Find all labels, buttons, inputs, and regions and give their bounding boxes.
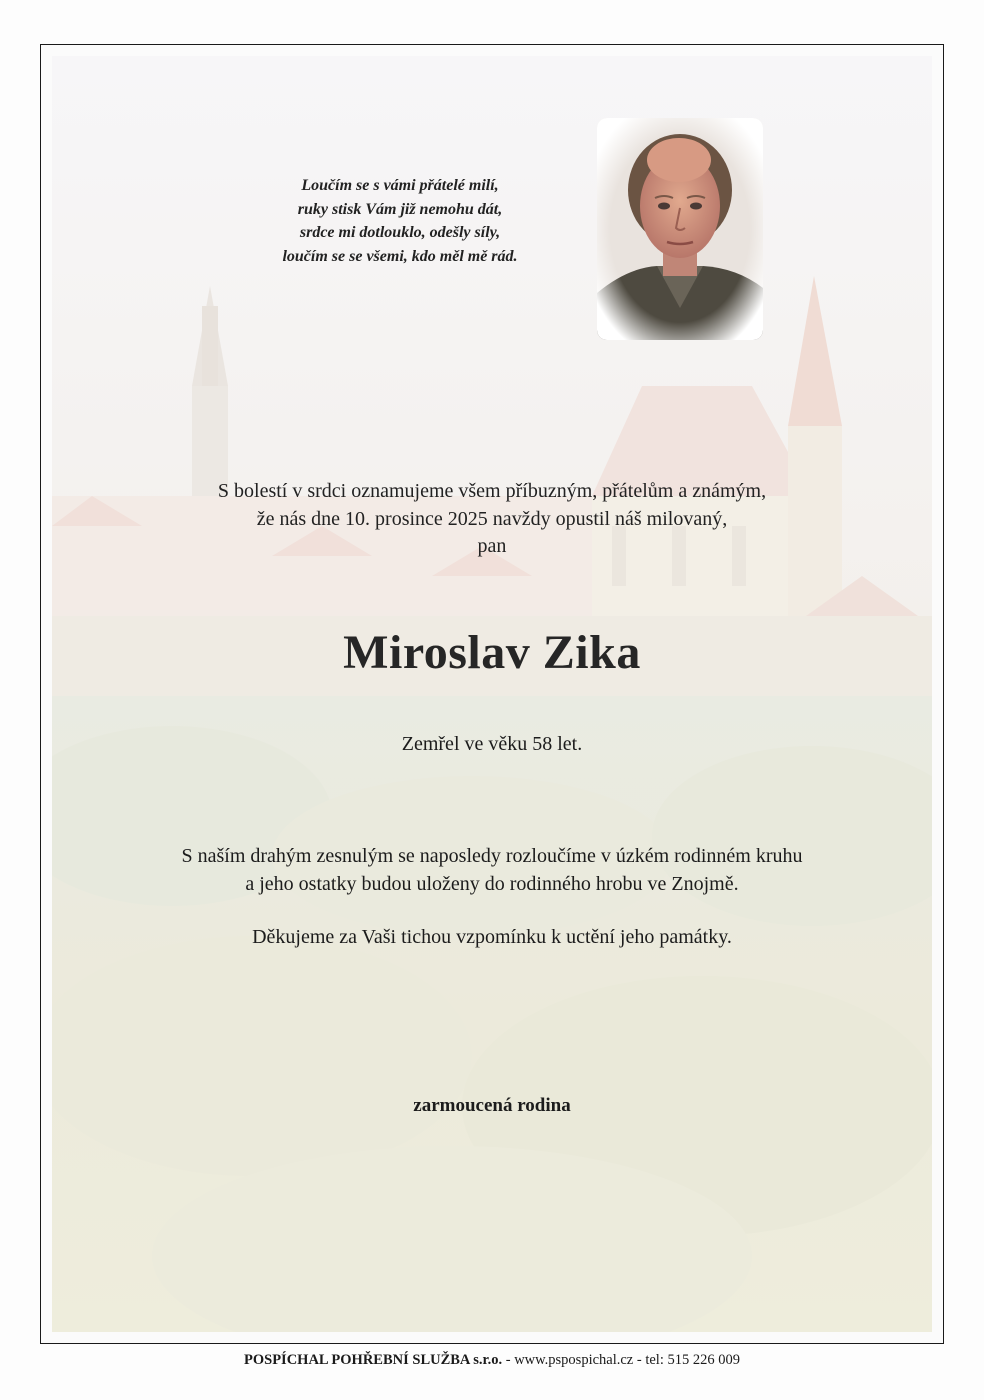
footer [92,1350,892,1370]
footer-company: POSPÍCHAL POHŘEBNÍ SLUŽBA s.r.o. [244,1352,503,1368]
farewell-line: S naším drahým zesnulým se naposledy rozloučíme v úzkém rodinném kruhu [181,845,803,867]
farewell-text [92,843,892,898]
portrait-photo [597,118,763,340]
farewell-line: a jeho ostatky budou uloženy do rodinného hrobu ve Znojmě. [245,872,739,895]
announcement-line: že nás dne 10. prosince 2025 navždy opustil náš milovaný, [256,507,728,530]
announcement-line: pan [477,535,507,557]
poem-line: srdce mi dotlouklo, odešly síly, [299,224,501,241]
age-text: Zemřel ve věku 58 let. [401,733,583,755]
poem-line: Loučím se s vámi přátelé milí, [301,177,499,194]
thanks-text: Děkujeme za Vaši tichou vzpomínku k uctění jeho památky. [252,926,732,948]
footer-contact: - www.pspospichal.cz - tel: 515 226 009 [502,1352,740,1368]
announcement-line: S bolestí v srdci oznamujeme všem příbuzným, přátelům a známým, [217,480,767,502]
poem-line: ruky stisk Vám již nemohu dát, [297,200,503,218]
announcement [92,478,892,561]
poem [230,174,570,268]
signature: zarmoucená rodina [413,1095,571,1116]
deceased-name: Miroslav Zika [343,626,641,679]
poem-line: loučím se se všemi, kdo měl mě rád. [282,247,518,265]
